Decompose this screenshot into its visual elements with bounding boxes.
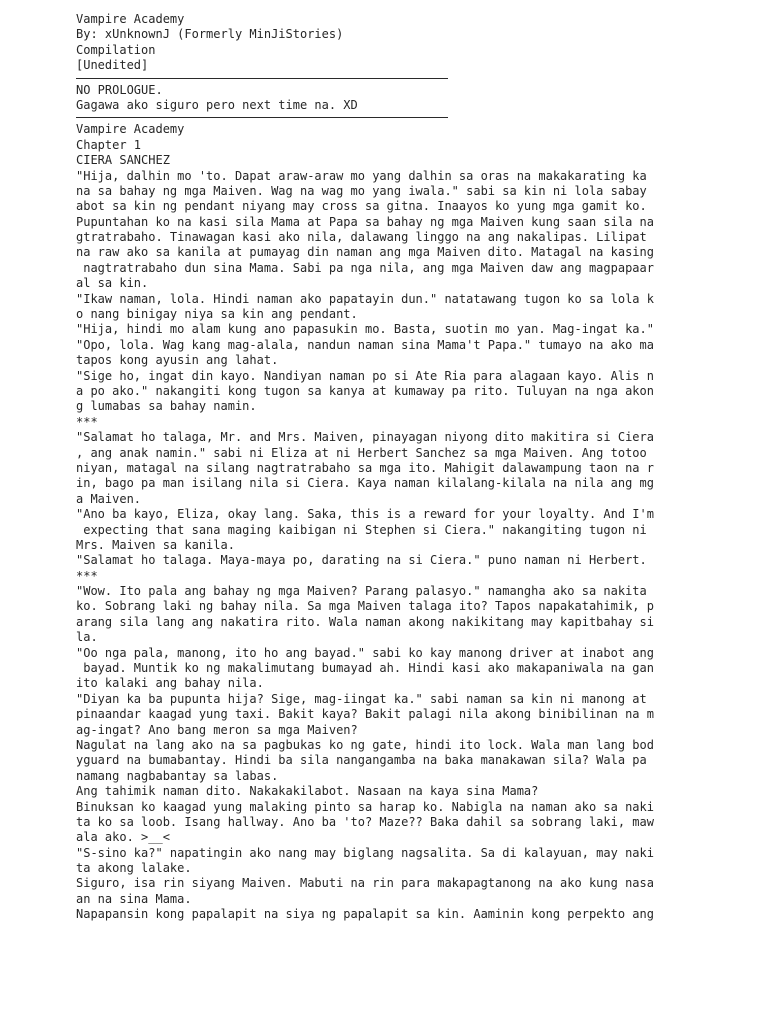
chapter-text-line: Siguro, isa rin siyang Maiven. Mabuti na rin para makapagtanong na ako kung nasa xyxy=(76,876,654,891)
chapter-text-line: la. xyxy=(76,630,98,645)
prologue-line: Gagawa ako siguro pero next time na. XD xyxy=(76,97,358,112)
chapter-text-line: abot sa kin ng pendant niyang may cross sa gitna. Inaayos ko yung mga gamit ko. xyxy=(76,199,647,214)
chapter-text-line: Pupuntahan ko na kasi sila Mama at Papa sa bahay ng mga Maiven kung saan sila na xyxy=(76,214,654,229)
chapter-text-line: al sa kin. xyxy=(76,276,149,291)
chapter-text-line: ta akong lalake. xyxy=(76,861,192,876)
chapter-text-line: *** xyxy=(76,568,98,583)
chapter-text-line: ala ako. >__< xyxy=(76,830,170,845)
chapter-text-line: "Opo, lola. Wag kang mag-alala, nandun naman sina Mama't Papa." tumayo na ako ma xyxy=(76,337,654,352)
chapter-text-line: "Sige ho, ingat din kayo. Nandiyan naman po si Ate Ria para alagaan kayo. Alis n xyxy=(76,368,654,383)
chapter-text-line: "Diyan ka ba pupunta hija? Sige, mag-iingat ka." sabi naman sa kin ni manong at xyxy=(76,691,647,706)
header-block xyxy=(76,12,702,74)
chapter-text-line: "Hija, dalhin mo 'to. Dapat araw-araw mo yang dalhin sa oras na makakarating ka xyxy=(76,168,647,183)
chapter-text-line: a po ako." nakangiti kong tugon sa kanya at kumaway pa rito. Tuluyan na nga akon xyxy=(76,383,654,398)
chapter-text-line: an na sina Mama. xyxy=(76,891,192,906)
divider-line xyxy=(76,78,448,79)
chapter-text-line: "Salamat ho talaga. Maya-maya po, darating na si Ciera." puno naman ni Herbert. xyxy=(76,553,647,568)
chapter-text-line: "Wow. Ito pala ang bahay ng mga Maiven? Parang palasyo." namangha ako sa nakita xyxy=(76,584,647,599)
prologue-block xyxy=(76,83,702,114)
chapter-text-line: g lumabas sa bahay namin. xyxy=(76,399,257,414)
chapter-text-line: yguard na bumabantay. Hindi ba sila nangangamba na baka manakawan sila? Wala pa xyxy=(76,753,647,768)
chapter-text-line: "Ikaw naman, lola. Hindi naman ako papatayin dun." natatawang tugon ko sa lola k xyxy=(76,291,654,306)
chapter-text-line: *** xyxy=(76,414,98,429)
chapter-text-line: Nagulat na lang ako na sa pagbukas ko ng gate, hindi ito lock. Wala man lang bod xyxy=(76,737,654,752)
divider-line xyxy=(76,117,448,118)
prologue-line: NO PROLOGUE. xyxy=(76,82,163,97)
chapter-text-line: ta ko sa loob. Isang hallway. Ano ba 'to? Maze?? Baka dahil sa sobrang laki, maw xyxy=(76,814,654,829)
chapter-block xyxy=(76,122,702,922)
chapter-text-line: "Hija, hindi mo alam kung ano papasukin mo. Basta, suotin mo yan. Mag-ingat ka." xyxy=(76,322,654,337)
header-line: [Unedited] xyxy=(76,58,149,73)
chapter-text-line: "Oo nga pala, manong, ito ho ang bayad." sabi ko kay manong driver at inabot ang xyxy=(76,645,654,660)
header-line: By: xUnknownJ (Formerly MinJiStories) xyxy=(76,27,344,42)
chapter-text-line: Napapansin kong papalapit na siya ng papalapit sa kin. Aaminin kong perpekto ang xyxy=(76,907,654,922)
chapter-text-line: nagtratrabaho dun sina Mama. Sabi pa nga nila, ang mga Maiven daw ang magpapaar xyxy=(76,260,654,275)
document-page xyxy=(76,12,702,923)
chapter-text-line: ko. Sobrang laki ng bahay nila. Sa mga Maiven talaga ito? Tapos napakatahimik, p xyxy=(76,599,654,614)
chapter-text-line: CIERA SANCHEZ xyxy=(76,153,170,168)
chapter-text-line: in, bago pa man isilang nila si Ciera. Kaya naman kilalang-kilala na nila ang mg xyxy=(76,476,654,491)
chapter-text-line: Chapter 1 xyxy=(76,137,142,152)
chapter-text-line: a Maiven. xyxy=(76,491,142,506)
chapter-text-line: arang sila lang ang nakatira rito. Wala naman akong nakikitang may kapitbahay si xyxy=(76,614,654,629)
chapter-text-line: namang nagbabantay sa labas. xyxy=(76,768,279,783)
chapter-text-line: Vampire Academy xyxy=(76,122,185,137)
chapter-text-line: niyan, matagal na silang nagtratrabaho sa mga ito. Mahigit dalawampung taon na r xyxy=(76,460,654,475)
header-line: Compilation xyxy=(76,42,156,57)
chapter-text-line: expecting that sana maging kaibigan ni Stephen si Ciera." nakangiting tugon ni xyxy=(76,522,647,537)
chapter-text-line: ito kalaki ang bahay nila. xyxy=(76,676,264,691)
chapter-text-line: pinaandar kaagad yung taxi. Bakit kaya? Bakit palagi nila akong binibilinan na m xyxy=(76,707,654,722)
chapter-text-line: ag-ingat? Ano bang meron sa mga Maiven? xyxy=(76,722,358,737)
chapter-text-line: na raw ako sa kanila at pumayag din naman ang mga Maiven dito. Matagal na kasing xyxy=(76,245,654,260)
chapter-text-line: o nang binigay niya sa kin ang pendant. xyxy=(76,307,358,322)
chapter-text-line: "Salamat ho talaga, Mr. and Mrs. Maiven, pinayagan niyong dito makitira si Ciera xyxy=(76,430,654,445)
chapter-text-line: bayad. Muntik ko ng makalimutang bumayad ah. Hindi kasi ako makapaniwala na gan xyxy=(76,661,654,676)
chapter-text-line: Ang tahimik naman dito. Nakakakilabot. Nasaan na kaya sina Mama? xyxy=(76,784,539,799)
chapter-text-line: Binuksan ko kaagad yung malaking pinto sa harap ko. Nabigla na naman ako sa naki xyxy=(76,799,654,814)
chapter-text-line: "Ano ba kayo, Eliza, okay lang. Saka, this is a reward for your loyalty. And I'm xyxy=(76,507,654,522)
chapter-text-line: Mrs. Maiven sa kanila. xyxy=(76,537,235,552)
chapter-text-line: na sa bahay ng mga Maiven. Wag na wag mo yang iwala." sabi sa kin ni lola sabay xyxy=(76,183,647,198)
chapter-text-line: "S-sino ka?" napatingin ako nang may biglang nagsalita. Sa di kalayuan, may naki xyxy=(76,845,654,860)
header-line: Vampire Academy xyxy=(76,12,185,26)
chapter-text-line: , ang anak namin." sabi ni Eliza at ni Herbert Sanchez sa mga Maiven. Ang totoo xyxy=(76,445,647,460)
chapter-text-line: tapos kong ayusin ang lahat. xyxy=(76,353,279,368)
chapter-text-line: gtratrabaho. Tinawagan kasi ako nila, dalawang linggo na ang nakalipas. Lilipat xyxy=(76,230,647,245)
